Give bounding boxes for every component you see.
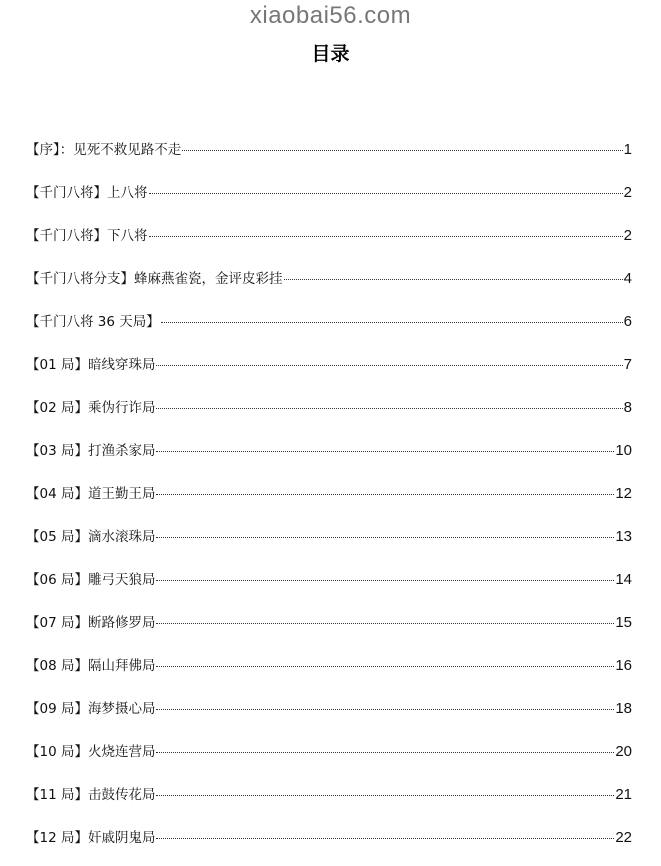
- toc-entry-page: 2: [623, 226, 632, 244]
- dot-leader: [156, 580, 614, 581]
- toc-entry-title: 【09 局】海梦摄心局: [26, 700, 156, 717]
- dot-leader: [156, 408, 622, 409]
- toc-entry-title: 【08 局】隔山拜佛局: [26, 657, 156, 674]
- toc-entry[interactable]: [26, 515, 632, 558]
- page-title: 目录: [311, 43, 350, 65]
- toc-entry[interactable]: [26, 644, 632, 687]
- toc-entry-page: 14: [615, 570, 632, 588]
- dot-leader: [149, 236, 623, 237]
- toc-entry[interactable]: [26, 128, 632, 171]
- toc-entry[interactable]: [26, 429, 632, 472]
- toc-entry-page: 20: [615, 742, 632, 760]
- toc-entry-page: 7: [623, 355, 632, 373]
- toc-entry[interactable]: [26, 816, 632, 859]
- dot-leader: [149, 193, 623, 194]
- watermark: xiaobai56.com: [249, 2, 412, 29]
- dot-leader: [156, 838, 614, 839]
- dot-leader: [284, 279, 623, 280]
- toc-entry-page: 21: [615, 785, 632, 803]
- toc-entry[interactable]: [26, 386, 632, 429]
- toc-entry-title: 【千门八将 36 天局】: [26, 313, 160, 330]
- toc-entry-page: 6: [623, 312, 632, 330]
- toc-entry-title: 【12 局】奸戚阴鬼局: [26, 829, 156, 846]
- toc-entry[interactable]: [26, 730, 632, 773]
- toc-entry-title: 【序】：见死不救见路不走: [26, 141, 182, 158]
- toc-entry[interactable]: [26, 300, 632, 343]
- toc-entry-page: 13: [615, 527, 632, 545]
- toc-entry[interactable]: [26, 558, 632, 601]
- dot-leader: [156, 752, 614, 753]
- toc-entry-title: 【10 局】火烧连营局: [26, 743, 156, 760]
- toc-entry-title: 【05 局】滴水滚珠局: [26, 528, 156, 545]
- toc-entry-page: 2: [623, 183, 632, 201]
- dot-leader: [156, 537, 614, 538]
- toc-entry-page: 16: [615, 656, 632, 674]
- dot-leader: [156, 709, 614, 710]
- toc-entry-page: 10: [615, 441, 632, 459]
- toc-entry-title: 【千门八将分支】蜂麻燕雀瓷，金评皮彩挂: [26, 270, 283, 287]
- toc-entry-title: 【06 局】雕弓天狼局: [26, 571, 156, 588]
- toc-entry-title: 【04 局】道王勤王局: [26, 485, 156, 502]
- dot-leader: [156, 666, 614, 667]
- toc-entry-page: 12: [615, 484, 632, 502]
- toc-entry[interactable]: [26, 601, 632, 644]
- dot-leader: [161, 322, 623, 323]
- toc-entry[interactable]: [26, 472, 632, 515]
- toc-entry[interactable]: [26, 171, 632, 214]
- table-of-contents: [26, 128, 632, 859]
- toc-entry-page: 15: [615, 613, 632, 631]
- toc-entry[interactable]: [26, 773, 632, 816]
- toc-entry-title: 【03 局】打渔杀家局: [26, 442, 156, 459]
- dot-leader: [156, 795, 614, 796]
- toc-entry-title: 【02 局】乘伪行诈局: [26, 399, 156, 416]
- toc-entry-page: 18: [615, 699, 632, 717]
- toc-entry[interactable]: [26, 257, 632, 300]
- toc-entry[interactable]: [26, 687, 632, 730]
- toc-entry-title: 【01 局】暗线穿珠局: [26, 356, 156, 373]
- toc-entry-page: 22: [615, 828, 632, 846]
- dot-leader: [156, 365, 622, 366]
- toc-entry-title: 【千门八将】上八将: [26, 184, 148, 201]
- toc-entry[interactable]: [26, 214, 632, 257]
- toc-entry-title: 【千门八将】下八将: [26, 227, 148, 244]
- dot-leader: [156, 451, 614, 452]
- toc-entry-page: 8: [623, 398, 632, 416]
- toc-entry[interactable]: [26, 343, 632, 386]
- dot-leader: [182, 150, 622, 151]
- dot-leader: [156, 494, 614, 495]
- toc-entry-page: 4: [623, 269, 632, 287]
- dot-leader: [156, 623, 614, 624]
- toc-entry-page: 1: [623, 140, 632, 158]
- toc-entry-title: 【07 局】断路修罗局: [26, 614, 156, 631]
- toc-entry-title: 【11 局】击鼓传花局: [26, 786, 156, 803]
